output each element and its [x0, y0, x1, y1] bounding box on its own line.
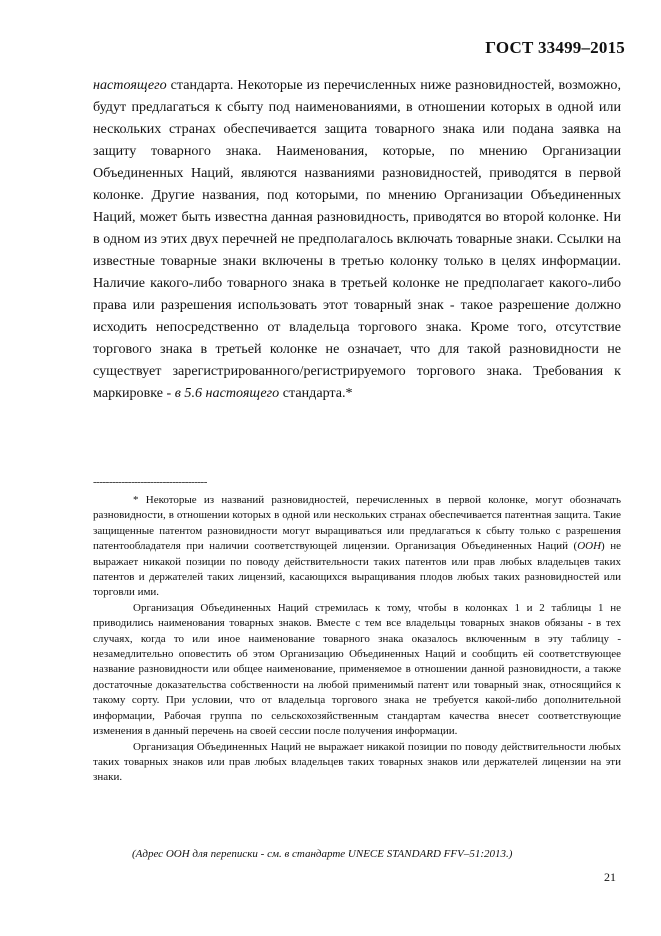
standard-header: ГОСТ 33499–2015	[485, 38, 625, 57]
footnote-separator: ------------------------------------	[93, 476, 207, 488]
footnote	[93, 493, 621, 786]
address-note: (Адрес ООН для переписки - см. в стандарте UNECE STANDARD FFV–51:2013.)	[132, 848, 513, 860]
footnote-text-1-tail: ) не выражает никакой позиции по поводу действительности таких патентов или прав любых владельцев таких патентов и держателей таких лицензий, касающихся выращивания плодов любых таких разновидностей или торговли ими.	[93, 540, 621, 599]
footnote-paragraph-3: Организация Объединенных Наций не выражает никакой позиции по поводу действительности любых таких товарных знаков или прав любых владельцев таких товарных знаков или держателей лицензии на эти знаки.	[93, 740, 621, 784]
section-reference: - в 5.6 настоящего	[166, 385, 280, 401]
footnote-paragraph-1	[93, 493, 621, 601]
footnote-abbrev: ООН	[577, 540, 602, 553]
footnote-paragraph-2: Организация Объединенных Наций стремилась к тому, чтобы в колонках 1 и 2 таблицы 1 не приводились наименования товарных знаков. Вместе с тем все владельцы товарных знаков обязаны - в тех случаях, когда то или иное наименование товарного знака оказалось включенным в эту таблицу - незамедлительно оповестить об этом Организацию Объединенных Наций и сообщить ей соответствующее название разновидности или общее наименование, применяемое в отношении данной разновидности, а также достаточные доказательства собственности на любой применимый патент или товарный знак, относящийся к такому сорту. При условии, что от владельца торгового знака не требуется какой-либо дополнительной информации, Рабочая группа по сельскохозяйственным стандартам качества внесет соответствующие изменения в данный перечень на своей сессии после получения информации.	[93, 601, 621, 738]
main-paragraph	[93, 74, 621, 404]
main-body: стандарта. Некоторые из перечисленных ниже разновидностей, возможно, будут предлагаться к сбыту под наименованиями, в отношении которых в одной или нескольких странах обеспечивается защита товарного знака или подана заявка на защиту товарного знака. Наименования, которые, по мнению Организации Объединенных Наций, являются названиями разновидностей, приводятся в первой колонке. Другие названия, под которыми, по мнению Организации Объединенных Наций, может быть известна данная разновидность, приводятся во второй колонке. Ни в одном из этих двух перечней не предполагалось включать товарные знаки. Ссылки на известные товарные знаки включены в третью колонку только в целях информации. Наличие какого-либо товарного знака в третьей колонке не предполагает какого-либо права или разрешения использовать этот товарный знак - такое разрешение должно исходить непосредственно от владельца торгового знака. Кроме того, отсутствие торгового знака в третьей колонке не означает, что для такой разновидности не существует зарегистрированного/регистрируемого торгового знака. Требования к маркировке	[93, 77, 621, 401]
footnote-text-1: * Некоторые из названий разновидностей, перечисленных в первой колонке, могут обозначать разновидности, в отношении которых в одной или нескольких странах обеспечивается патентная защита. Такие защищенные патентом разновидности могут выращиваться или предлагаться к сбыту только с разрешения патентообладателя при наличии соответствующей лицензии. Организация Объединенных Наций (	[93, 494, 621, 553]
main-tail: стандарта.*	[279, 385, 353, 401]
main-text	[93, 74, 621, 404]
page-number: 21	[604, 870, 616, 884]
lead-italic: настоящего	[93, 77, 167, 93]
